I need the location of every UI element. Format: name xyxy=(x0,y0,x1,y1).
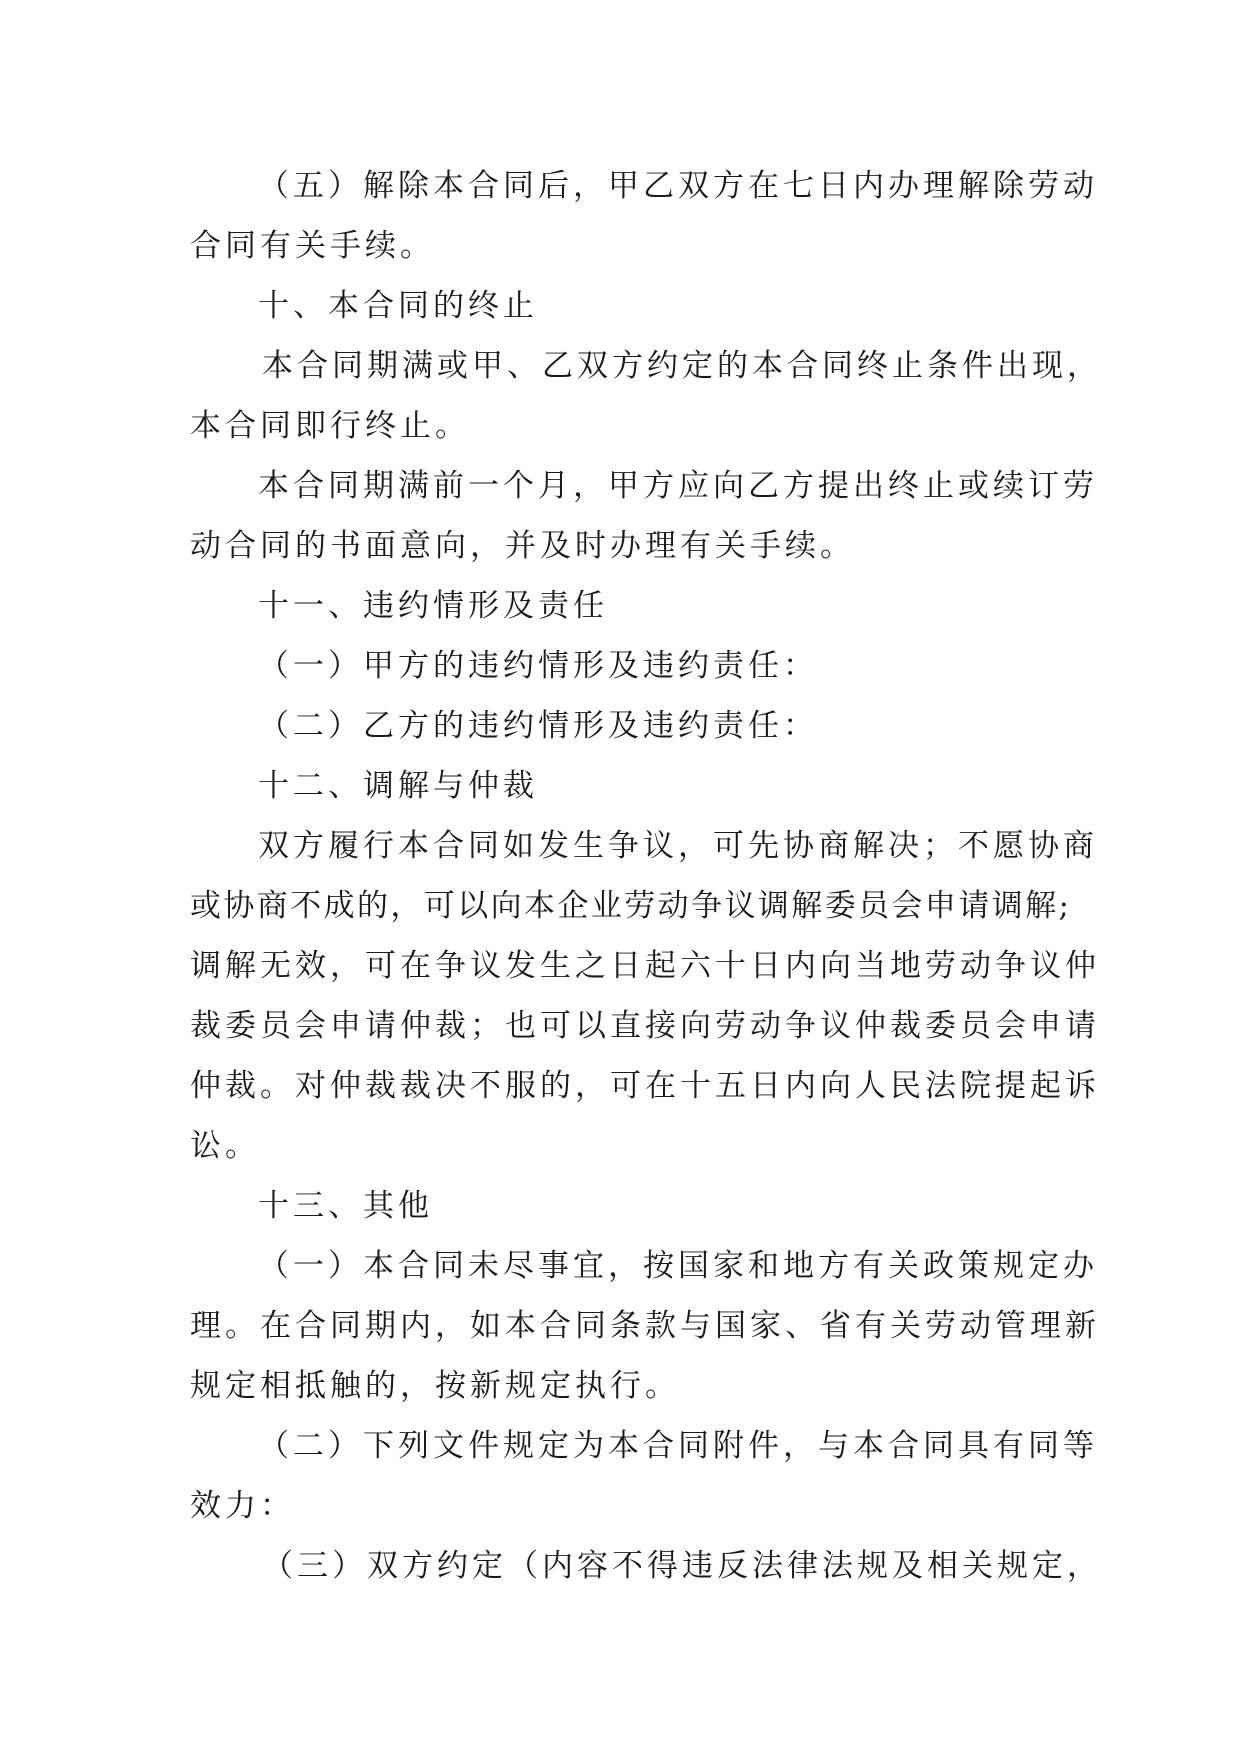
text-line-21: 规定相抵触的，按新规定执行。 xyxy=(190,1368,680,1404)
section-heading-11: 十一、违约情形及责任 xyxy=(258,588,608,624)
text-line-24: （三）双方约定（内容不得违反法律法规及相关规定， xyxy=(262,1548,1102,1584)
text-line-22: （二）下列文件规定为本合同附件，与本合同具有同等 xyxy=(258,1428,1098,1464)
text-line-14: 调解无效，可在争议发生之日起六十日内向当地劳动争议仲 xyxy=(190,948,1100,984)
section-heading-13: 十三、其他 xyxy=(258,1188,433,1224)
text-line-20: 理。在合同期内，如本合同条款与国家、省有关劳动管理新 xyxy=(190,1308,1100,1344)
text-line-9: （一）甲方的违约情形及违约责任： xyxy=(258,648,818,684)
text-line-13: 或协商不成的，可以向本企业劳动争议调解委员会申请调解; xyxy=(190,888,1070,924)
text-line-1: （五）解除本合同后，甲乙双方在七日内办理解除劳动 xyxy=(258,168,1098,204)
text-line-17: 讼。 xyxy=(190,1128,260,1164)
text-line-23: 效力： xyxy=(190,1488,295,1524)
text-line-5: 本合同即行终止。 xyxy=(190,408,470,444)
text-line-16: 仲裁。对仲裁裁决不服的，可在十五日内向人民法院提起诉 xyxy=(190,1068,1100,1104)
section-heading-10: 十、本合同的终止 xyxy=(258,288,538,324)
text-line-2: 合同有关手续。 xyxy=(190,228,435,264)
text-line-19: （一）本合同未尽事宜，按国家和地方有关政策规定办 xyxy=(258,1248,1098,1284)
text-line-6: 本合同期满前一个月，甲方应向乙方提出终止或续订劳 xyxy=(258,468,1098,504)
text-line-15: 裁委员会申请仲裁；也可以直接向劳动争议仲裁委员会申请 xyxy=(190,1008,1100,1044)
text-line-12: 双方履行本合同如发生争议，可先协商解决；不愿协商 xyxy=(258,828,1098,864)
text-line-7: 动合同的书面意向，并及时办理有关手续。 xyxy=(190,528,855,564)
text-line-4: 本合同期满或甲、乙双方约定的本合同终止条件出现， xyxy=(262,348,1102,384)
text-line-10: （二）乙方的违约情形及违约责任： xyxy=(258,708,818,744)
section-heading-12: 十二、调解与仲裁 xyxy=(258,768,538,804)
